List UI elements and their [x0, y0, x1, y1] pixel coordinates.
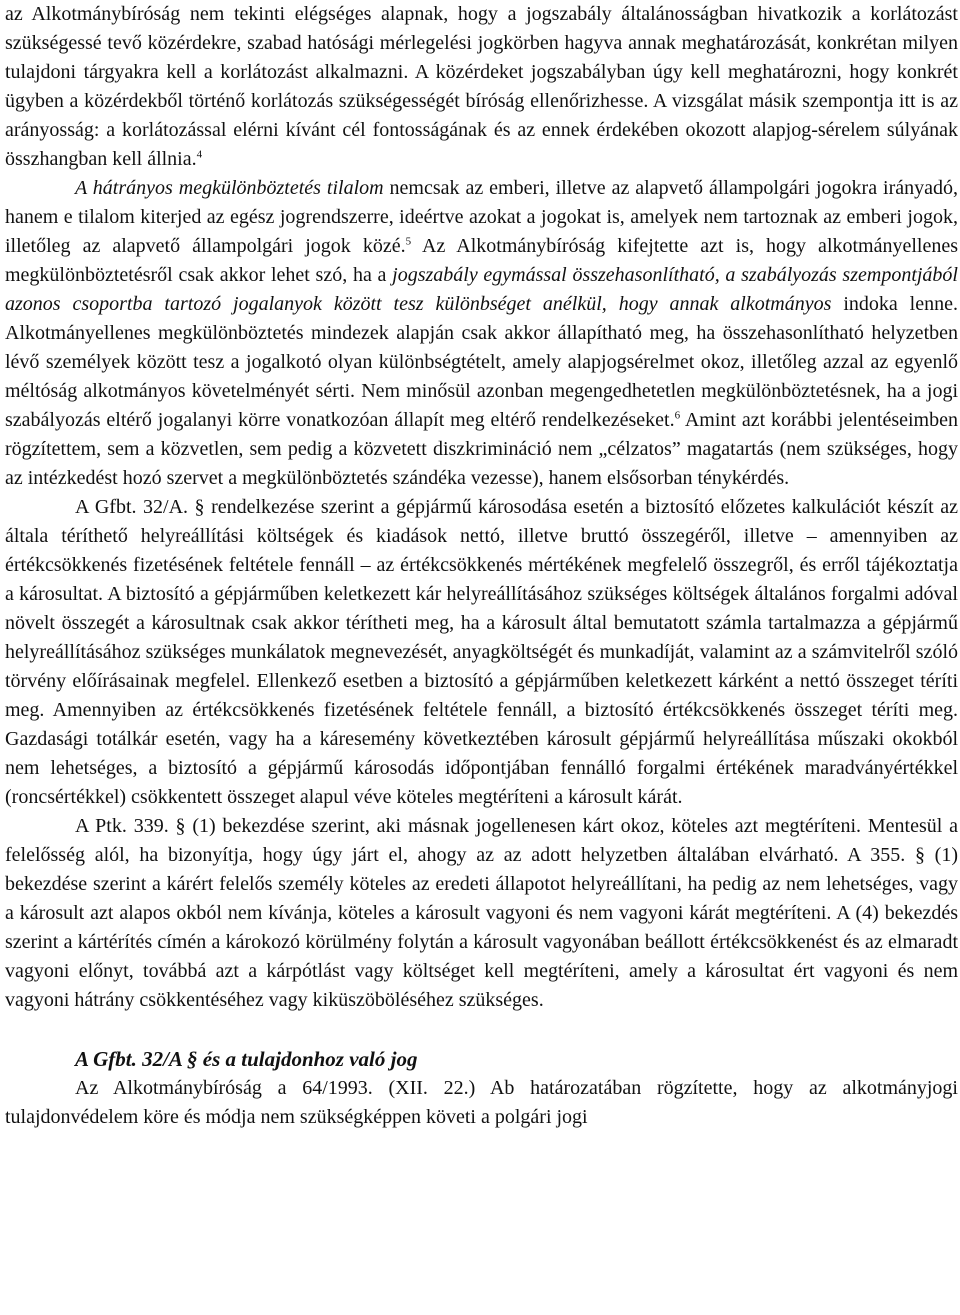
- paragraph-2-text-a: nemcsak az emberi, illetve az alapvető állampolgári jogokra irányadó, hanem e tilalom kiterjed az egész jogrendszerre, ideértve azokat a jogokat is, amelyek nem tartoznak az emberi jogok, illetőleg az alapvető állampolgári jogok közé.: [5, 177, 959, 257]
- footnote-ref-6[interactable]: 6: [674, 409, 681, 422]
- paragraph-2-italic-2: jogszabály egymással összehasonlítható, a szabályozás szempontjából azonos csoportba tartozó jogalanyok között tesz különbséget anélkül, hogy annak alkotmányos: [5, 264, 958, 315]
- footnote-ref-5[interactable]: 5: [405, 235, 412, 248]
- paragraph-4: A Ptk. 339. § (1) bekezdése szerint, aki másnak jogellenesen kárt okoz, köteles azt megtéríteni. Mentesül a felelősség alól, ha bizonyítja, hogy úgy járt el, ahogy az az adott helyzetben általában elvárható. A 355. § (1) bekezdése szerint a kárért felelős személy köteles az eredeti állapotot helyreállítani, ha pedig az nem lehetséges, vagy a károsult azt alapos okból nem kívánja, köteles a károsult vagyoni és nem vagyoni kárát megtéríteni. A (4) bekezdés szerint a kártérítés címén a károkozó körülmény folytán a károsult vagyonában beállott értékcsökkenést és az elmaradt vagyoni előnyt, továbbá azt a kárpótlást vagy költséget kell megtéríteni, amely a károsultat ért vagyoni és nem vagyoni hátrány csökkentéséhez vagy kiküszöböléséhez szükséges.: [5, 815, 958, 1011]
- paragraph-1: [5, 0, 958, 174]
- spacer: [5, 1015, 958, 1045]
- paragraph-2: [5, 174, 958, 493]
- paragraph-2-text-d: Amint azt korábbi jelentéseimben rögzítettem, sem a közvetlen, sem pedig a közvetett diszkrimináció nem „célzatos” magatartás (nem szükséges, hogy az intézkedést hozó szervet a megkülönböztetés szándéka vezesse), hanem elsősorban ténykérdés.: [5, 409, 958, 489]
- paragraph-2-text-c: indoka lenne. Alkotmányellenes megkülönböztetés mindezek alapján csak akkor állapítható meg, ha összehasonlítható helyzetben lévő személyek között tesz a jogalkotó olyan különbségtételt, amely alapjogsérelmet okoz, illetőleg azzal az egyenlő méltóság alkotmányos követelményét sérti. Nem minősül azonban megengedhetetlen megkülönböztetésnek, ha a jogi szabályozás eltérő jogalanyi körre vonatkozóan állapít meg eltérő rendelkezéseket.: [5, 293, 958, 431]
- paragraph-2-text-b: Az Alkotmánybíróság kifejtette azt is, hogy alkotmányellenes megkülönböztetésről csak akkor lehet szó, ha a: [5, 235, 959, 286]
- paragraph-5: Az Alkotmánybíróság a 64/1993. (XII. 22.) Ab határozatában rögzítette, hogy az alkotmányjogi tulajdonvédelem köre és módja nem szükségképpen követi a polgári jogi: [5, 1077, 958, 1128]
- paragraph-3: A Gfbt. 32/A. § rendelkezése szerint a gépjármű károsodása esetén a biztosító előzetes kalkulációt készít az általa téríthető helyreállítási költségek és kiadások nettó, illetve bruttó összegéről, illetve – amennyiben az értékcsökkenés fizetésének feltétele fennáll – az értékcsökkenés mértékének megfelelő összegről, és erről tájékoztatja a károsultat. A biztosító a gépjárműben keletkezett kár helyreállításához szükséges költségek általános forgalmi adóval növelt összegét a károsultnak csak akkor térítheti meg, ha a károsult által bemutatott számla tartalmazza a gépjármű helyreállításához szükséges munkálatok megnevezését, anyagköltségét és munkadíját, valamint az a számvitelről szóló törvény előírásainak megfelel. Ellenkező esetben a biztosító a gépjárműben keletkezett kárként a nettó összeget téríti meg. Amennyiben az értékcsökkenés fizetésének feltétele fennáll, a biztosító értékcsökkenés összeget téríti meg. Gazdasági totálkár esetén, vagy ha a káresemény következtében károsult gépjármű helyreállítása műszaki okokból nem lehetséges, a biztosító a gépjármű károsodás időpontjában fennálló forgalmi értékének maradványértékkel (roncsértékkel) csökkentett összeget alapul véve köteles megtéríteni a károsult kárát.: [5, 496, 958, 808]
- paragraph-2-italic-1: A hátrányos megkülönböztetés tilalom: [75, 177, 384, 199]
- paragraph-1-text: az Alkotmánybíróság nem tekinti elégséges alapnak, hogy a jogszabály általánosságban hivatkozik a korlátozást szükségessé tevő közérdekre, szabad hatósági mérlegelési jogkörben hagyva annak meghatározását, konkrétan milyen tulajdoni tárgyakra kell a korlátozást alkalmazni. A közérdeket jogszabályban úgy kell meghatározni, hogy konkrét ügyben a közérdekből történő korlátozás szükségességét bíróság ellenőrizhesse. A vizsgálat másik szempontja itt is az arányosság: a korlátozással elérni kívánt cél fontosságának és az ennek érdekében okozott alapjog-sérelem súlyának összhangban kell állnia.: [5, 3, 958, 170]
- section-heading: A Gfbt. 32/A § és a tulajdonhoz való jog: [75, 1047, 418, 1071]
- footnote-ref-4[interactable]: 4: [196, 148, 203, 161]
